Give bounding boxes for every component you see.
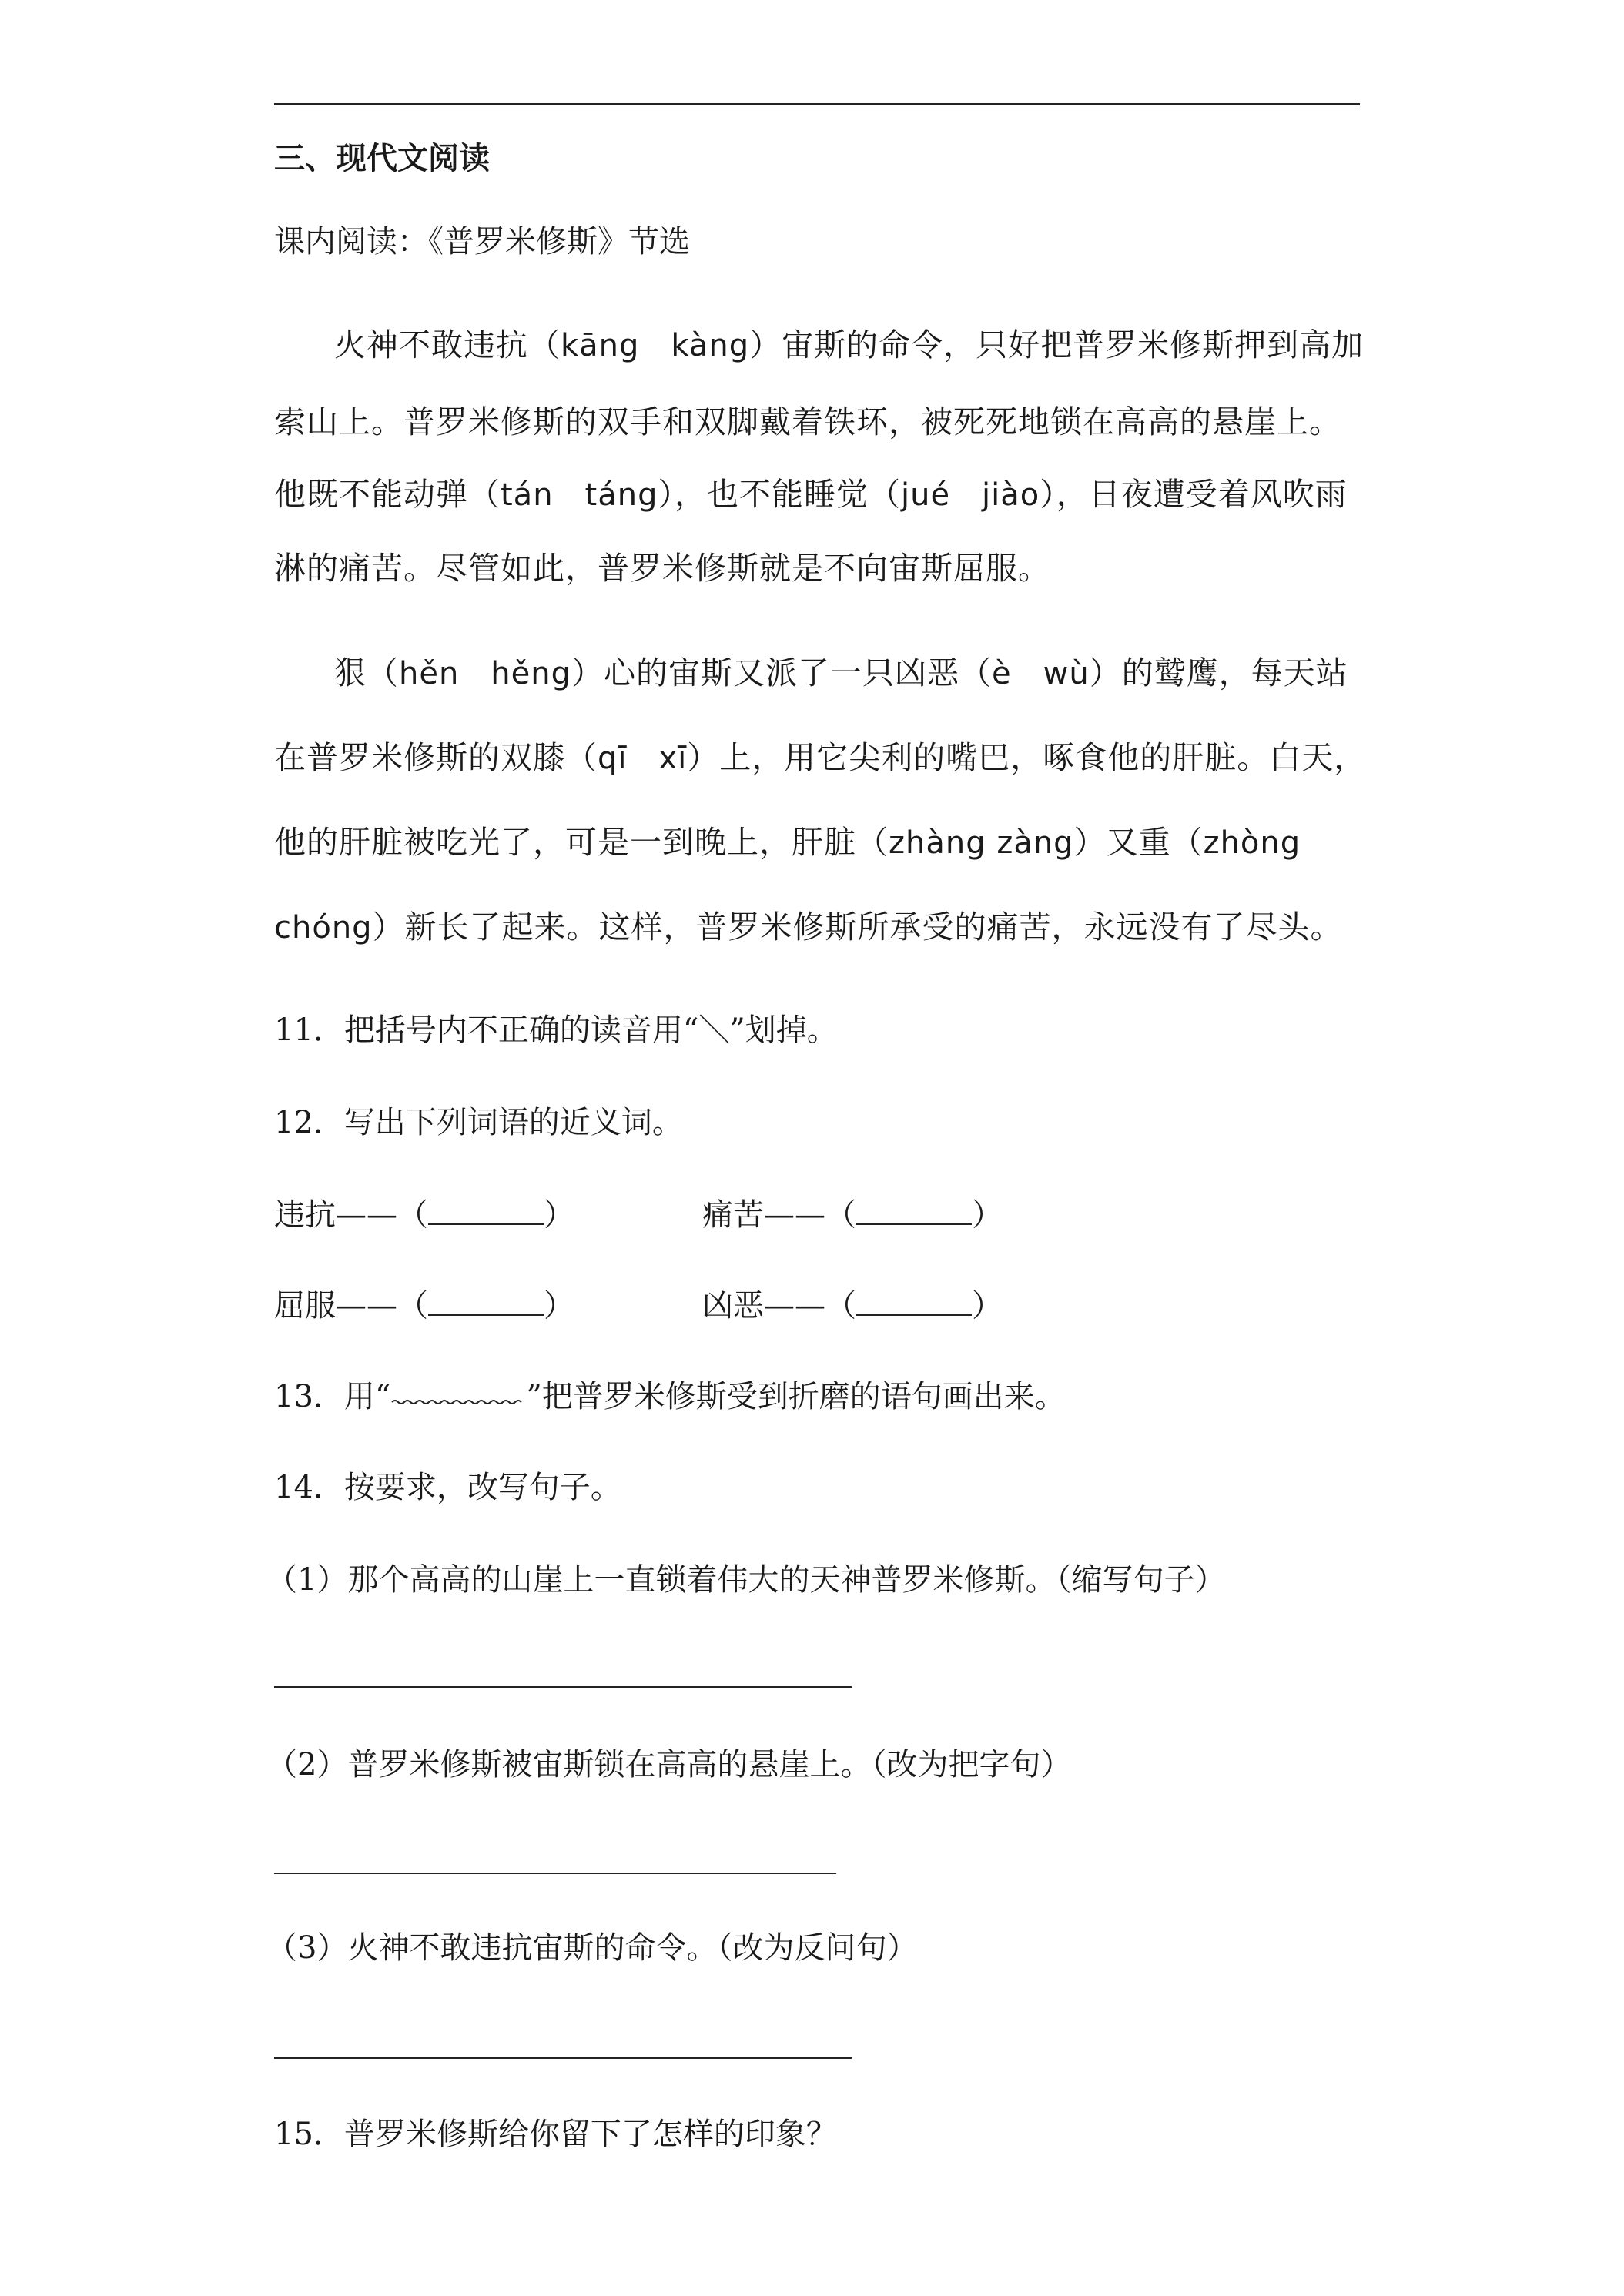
question-11: 11．把括号内不正确的读音用“＼”划掉。 [274, 1012, 838, 1048]
synonym-item: 屈服——（ ） [274, 1283, 574, 1329]
question-14: 14．按要求，改写句子。 [274, 1470, 621, 1505]
question-15: 15．普罗米修斯给你留下了怎样的印象？ [274, 2117, 837, 2152]
pinyin-option[interactable]: jué jiào [900, 477, 1040, 513]
passage-line: chóng）新长了起来。这样，普罗米修斯所承受的痛苦，永远没有了尽头。 [274, 909, 1343, 946]
pinyin-option[interactable]: chóng [274, 910, 373, 946]
question-12: 12．写出下列词语的近义词。 [274, 1105, 683, 1140]
synonym-item: 违抗——（ ） [274, 1192, 574, 1238]
passage-line: 索山上。普罗米修斯的双手和双脚戴着铁环，被死死地锁在高高的悬崖上。 [274, 403, 1341, 440]
passage-line: 狠（hěn hěng）心的宙斯又派了一只凶恶（è wù）的鹫鹰，每天站 [334, 654, 1348, 691]
passage-line: 在普罗米修斯的双膝（qī xī）上，用它尖利的嘴巴，啄食他的肝脏。白天， [274, 739, 1367, 776]
header-rule [274, 103, 1360, 105]
answer-blank[interactable] [428, 1284, 544, 1316]
pinyin-option[interactable]: qī xī [598, 741, 688, 776]
pinyin-option[interactable]: tán táng [501, 477, 658, 513]
pinyin-option[interactable]: zhòng [1203, 825, 1301, 861]
passage-line: 火神不敢违抗（kāng kàng）宙斯的命令，只好把普罗米修斯押到高加 [334, 326, 1364, 363]
passage-subtitle: 课内阅读：《普罗米修斯》节选 [274, 224, 690, 259]
pinyin-option[interactable]: è wù [992, 656, 1090, 691]
rewrite-item: （2）普罗米修斯被宙斯锁在高高的悬崖上。（改为把字句） [266, 1747, 1072, 1782]
passage-line: 他的肝脏被吃光了，可是一到晚上，肝脏（zhàng zàng）又重（zhòng [274, 824, 1301, 861]
rewrite-item: （1）那个高高的山崖上一直锁着伟大的天神普罗米修斯。（缩写句子） [266, 1562, 1226, 1598]
pinyin-option[interactable]: zhàng zàng [889, 825, 1074, 861]
answer-line[interactable] [274, 1686, 852, 1688]
answer-blank[interactable] [856, 1284, 972, 1316]
pinyin-option[interactable]: kāng kàng [561, 328, 750, 363]
section-title: 三、现代文阅读 [274, 141, 490, 176]
rewrite-item: （3）火神不敢违抗宙斯的命令。（改为反问句） [266, 1930, 918, 1966]
synonym-item: 痛苦——（ ） [702, 1192, 1003, 1238]
synonym-item: 凶恶——（ ） [702, 1283, 1003, 1329]
question-13: 13．用“ ”把普罗米修斯受到折磨的语句画出来。 [274, 1379, 1066, 1414]
answer-blank[interactable] [856, 1193, 972, 1225]
pinyin-option[interactable]: hěn hěng [399, 656, 572, 691]
answer-line[interactable] [274, 2057, 852, 2059]
answer-blank[interactable] [428, 1193, 544, 1225]
wavy-underline-sample [390, 1384, 526, 1407]
passage-line: 淋的痛苦。尽管如此，普罗米修斯就是不向宙斯屈服。 [274, 550, 1050, 587]
answer-line[interactable] [274, 1873, 836, 1874]
passage-line: 他既不能动弹（tán táng），也不能睡觉（jué jiào），日夜遭受着风吹雨 [274, 476, 1348, 513]
